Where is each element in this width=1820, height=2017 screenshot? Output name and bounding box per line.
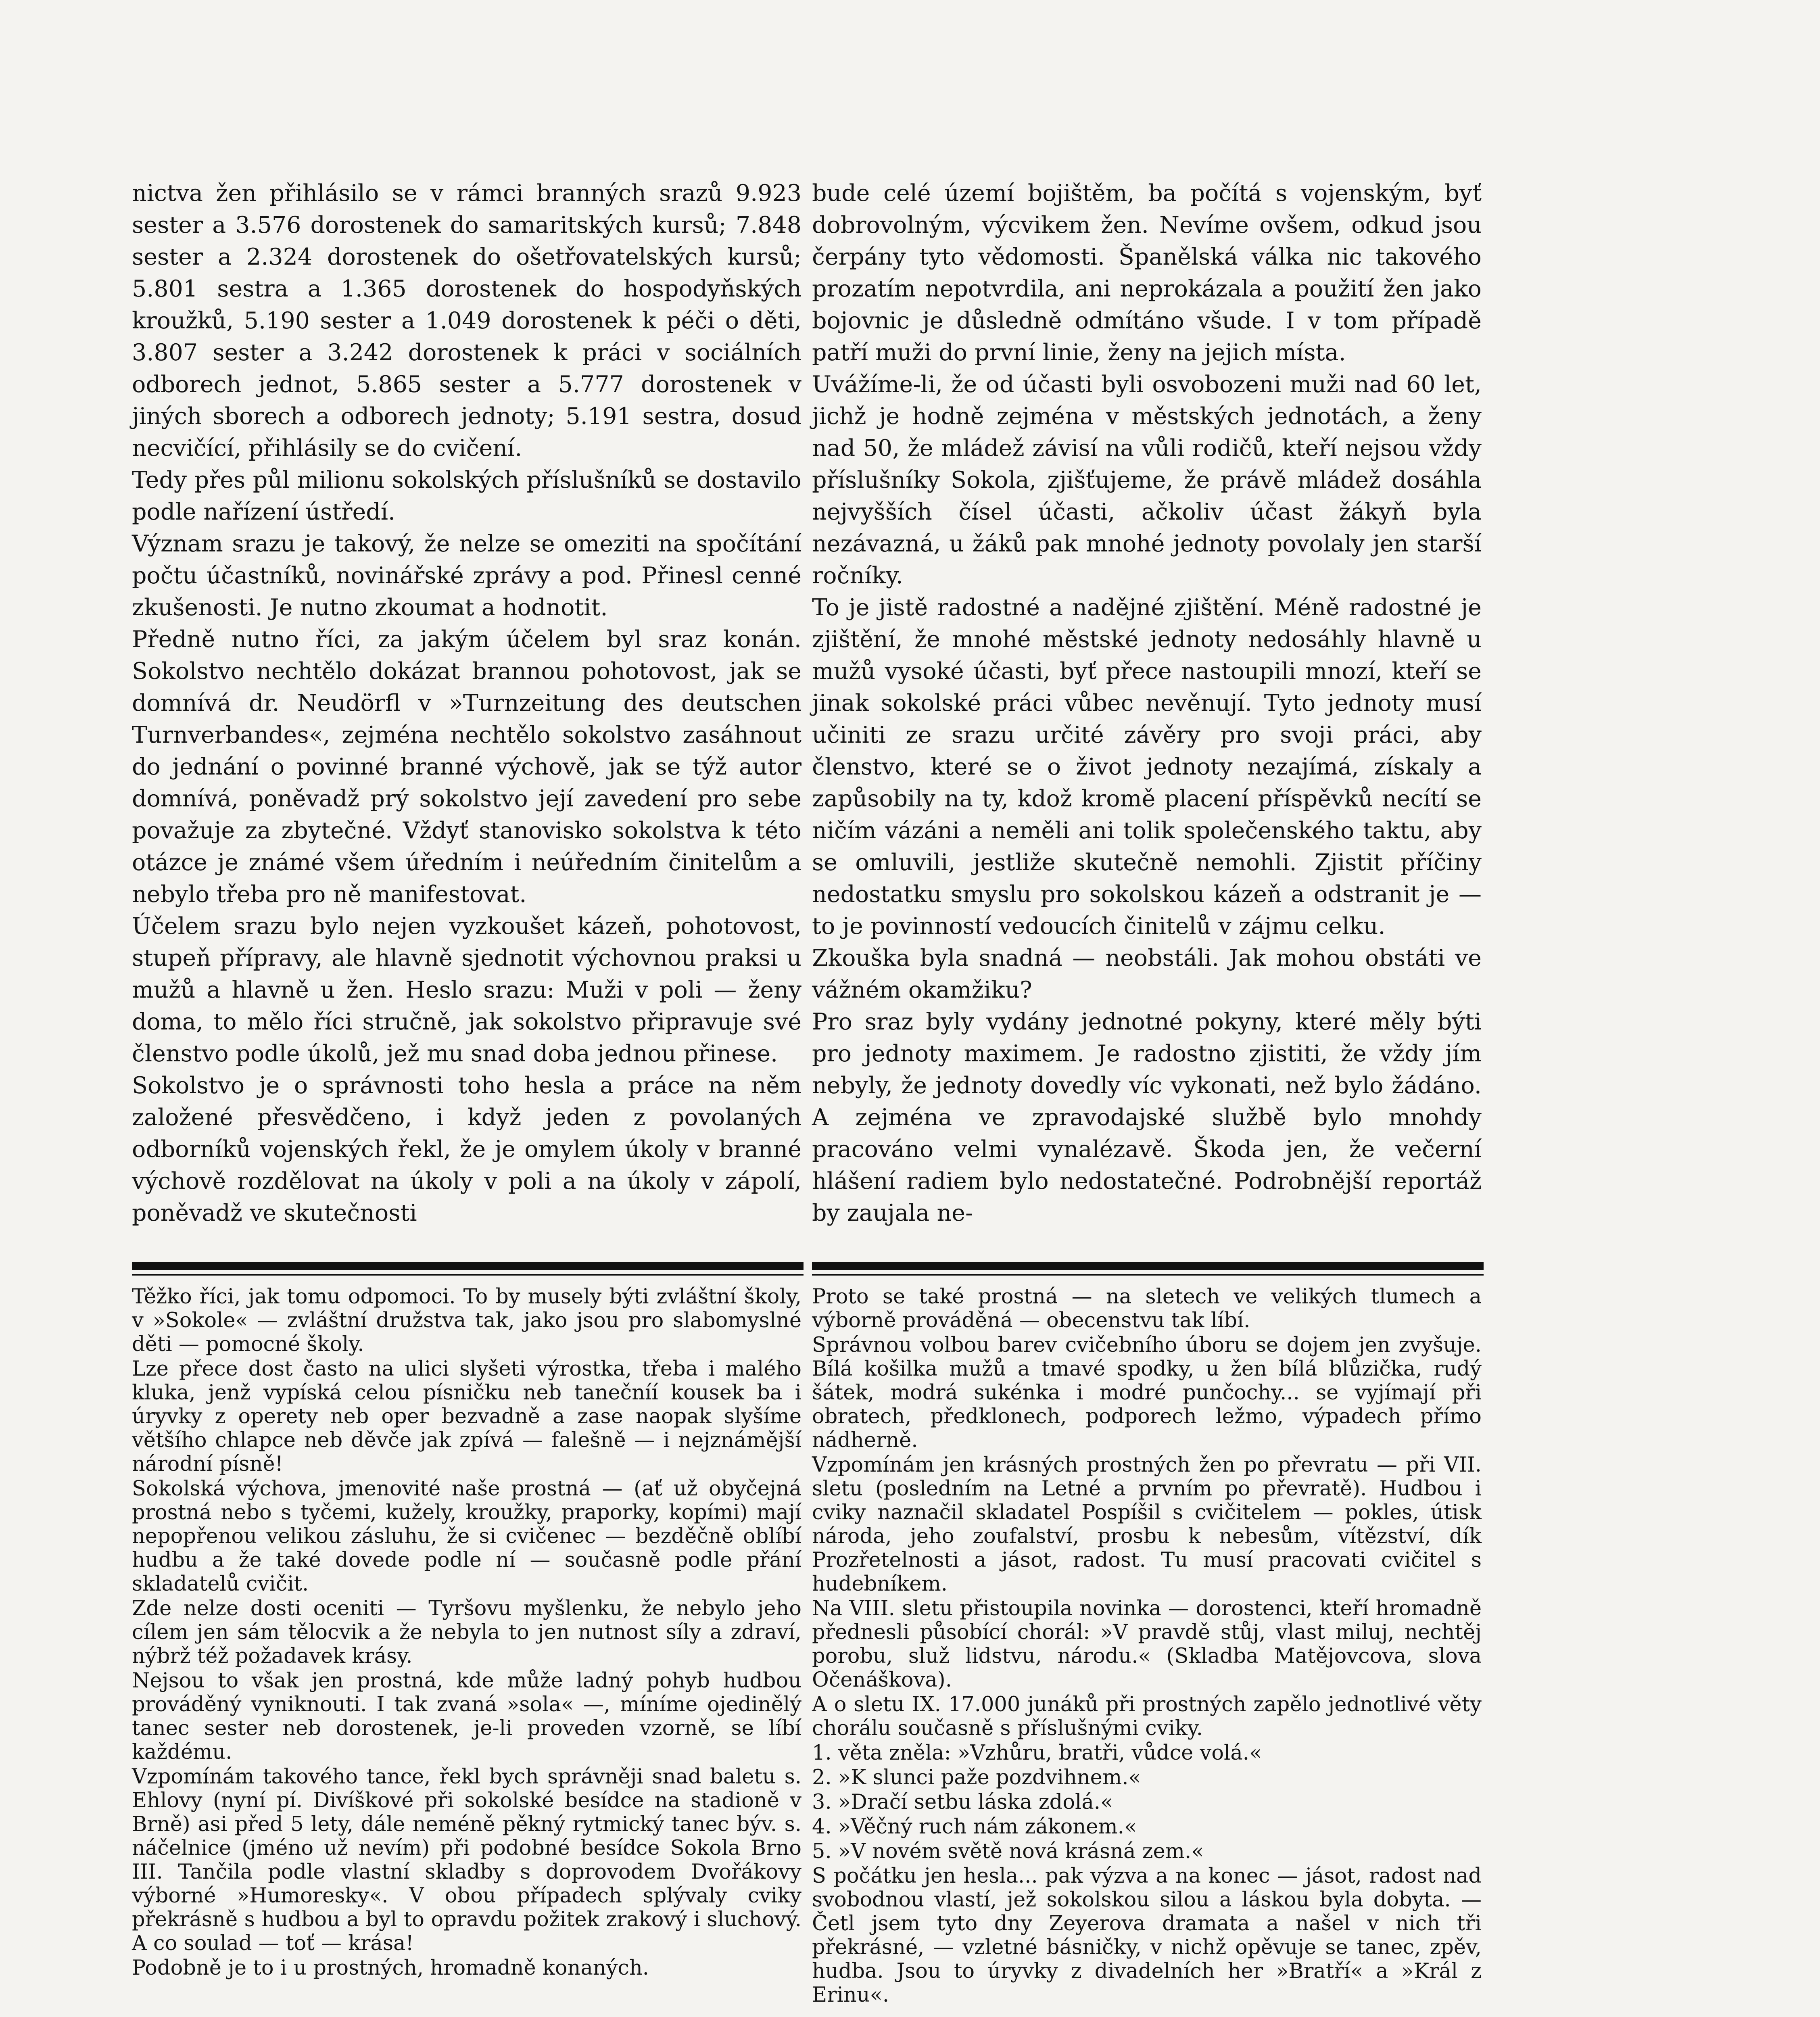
main-text-left-column [132,177,801,1234]
paragraph: Předně nutno říci, za jakým účelem byl sraz konán. Sokolstvo nechtělo dokázat brannou pohotovost, jak se domnívá dr. Neudörfl v »Turnzeitung des deutschen Turnverbandes«, zejména nechtělo sokolstvo zasáhnout do jednání o povinné branné výchově, jak se týž autor domnívá, poněvadž prý sokolstvo její zavedení pro sebe považuje za zbytečné. Vždyť stanovisko sokolstva k této otázce je známé všem úředním i neúředním činitelům a nebylo třeba pro ně manifestovat. [132,626,801,908]
paragraph: Nejsou to však jen prostná, kde může ladný pohyb hudbou prováděný vyniknouti. I tak zvaná »sola« —, míníme ojedinělý tanec sester neb dorostenek, je-li proveden vzorně, se líbí každému. [132,1669,801,1764]
paragraph: Proto se také prostná — na sletech ve velikých tlumech a výborně prováděná — obecenstvu tak líbí. [812,1285,1482,1332]
paragraph: nictva žen přihlásilo se v rámci branných srazů 9.923 sester a 3.576 dorostenek do samaritských kursů; 7.848 sester a 2.324 dorostenek do ošetřovatelských kursů; 5.801 sestra a 1.365 dorostenek do hospodyňských kroužků, 5.190 sester a 1.049 dorostenek k péči o děti, 3.807 sester a 3.242 dorostenek k práci v sociálních odborech jednot, 5.865 sester a 5.777 dorostenek v jiných sborech a odborech jednoty; 5.191 sestra, dosud necvičící, přihlásily se do cvičení. [132,180,801,461]
paragraph: Na VIII. sletu přistoupila novinka — dorostenci, kteří hromadně přednesli působící chorál: »V pravdě stůj, vlast miluj, nechtěj porobu, služ lidstvu, národu.« (Skladba Matějovcova, slova Očenáškova). [812,1597,1482,1692]
paragraph: S počátku jen hesla... pak výzva a na konec — jásot, radost nad svobodnou vlastí, jež sokolskou silou a láskou byla dobyta. — Četl jsem tyto dny Zeyerova dramata a našel v nich tři překrásné, — vzletné básničky, v nichž opěvuje se tanec, zpěv, hudba. Jsou to úryvky z divadelních her »Bratří« a »Král z Erinu«. [812,1864,1482,2007]
list-item: 2. »K slunci paže pozdvihnem.« [812,1766,1141,1789]
paragraph: Pro sraz byly vydány jednotné pokyny, které měly býti pro jednoty maximem. Je radostno zjistiti, že vždy jím nebyly, že jednoty dovedly víc vykonati, než bylo žádáno. A zejména ve zpravodajské službě bylo mnohdy pracováno velmi vynalézavě. Škoda jen, že večerní hlášení radiem bylo nedostatečné. Podrobnější reportáž by zaujala ne- [812,1008,1482,1226]
paragraph: To je jistě radostné a nadějné zjištění. Méně radostné je zjištění, že mnohé městské jednoty nedosáhly hlavně u mužů vysoké účasti, byť přece nastoupili mnozí, kteří se jinak sokolské práci vůbec nevěnují. Tyto jednoty musí učiniti ze srazu určité závěry pro svoji práci, aby členstvo, které se o život jednoty nezajímá, získaly a zapůsobily na ty, kdož kromě placení příspěvků necítí se ničím vázáni a neměli ani tolik společenského taktu, aby se omluvili, jestliže skutečně nemohli. Zjistit příčiny nedostatku smyslu pro sokolskou kázeň a odstranit je — to je povinností vedoucích činitelů v zájmu celku. [812,594,1482,940]
paragraph: Účelem srazu bylo nejen vyzkoušet kázeň, pohotovost, stupeň přípravy, ale hlavně sjednotit výchovnou praksi u mužů a hlavně u žen. Heslo srazu: Muži v poli — ženy doma, to mělo říci stručně, jak sokolstvo připravuje své členstvo podle úkolů, jež mu snad doba jednou přinese. [132,913,801,1067]
paragraph: Sokolstvo je o správnosti toho hesla a práce na něm založené přesvědčeno, i když jeden z povolaných odborníků vojenských řekl, že je omylem úkoly v branné výchově rozdělovat na úkoly v poli a na úkoly v zápolí, poněvadž ve skutečnosti [132,1072,801,1226]
list-item: 5. »V novém světě nová krásná zem.« [812,1840,1204,1863]
section-divider-right [812,1262,1484,1270]
paragraph: Zde nelze dosti oceniti — Tyršovu myšlenku, že nebylo jeho cílem jen sám tělocvik a že nebyla to jen nutnost síly a zdraví, nýbrž též požadavek krásy. [132,1597,801,1668]
main-text-right-column [812,177,1482,1234]
paragraph: Vzpomínám jen krásných prostných žen po převratu — při VII. sletu (posledním na Letné a prvním po převratě). Hudbou i cviky naznačil skladatel Pospíšil s cvičitelem — pokles, útisk národa, jeho zoufalství, prosbu k nebesům, vítězství, dík Prozřetelnosti a jásot, radost. Tu musí pracovati cvičitel s hudebníkem. [812,1453,1482,1596]
paragraph: Tedy přes půl milionu sokolských příslušníků se dostavilo podle nařízení ústředí. [132,467,801,525]
paragraph: Lze přece dost často na ulici slyšeti výrostka, třeba i malého kluka, jenž vypíská celou písničku neb tanečníí kousek ba i úryvky z operety neb oper bezvadně a zase naopak slyšíme většího chlapce neb děvče jak zpívá — falešně — i nejznámější národní písně! [132,1357,801,1476]
paragraph: bude celé území bojištěm, ba počítá s vojenským, byť dobrovolným, výcvikem žen. Nevíme ovšem, odkud jsou čerpány tyto vědomosti. Španělská válka nic takového prozatím nepotvrdila, ani neprokázala a použití žen jako bojovnic je důsledně odmítáno všude. I v tom případě patří muži do první linie, ženy na jejich místa. [812,180,1482,366]
list-item: 1. věta zněla: »Vzhůru, bratři, vůdce volá.« [812,1741,1262,1765]
note-text-right-column [812,1285,1482,2007]
paragraph: Vzpomínám takového tance, řekl bych správněji snad baletu s. Ehlovy (nyní pí. Divíškové při sokolské besídce na stadioně v Brně) asi před 5 lety, dále neméně pěkný rytmický tanec býv. s. náčelnice (jméno už nevím) při podobné besídce Sokola Brno III. Tančila podle vlastní skladby s doprovodem Dvořákovy výborné »Humoresky«. V obou případech splývaly cviky překrásně s hudbou a byl to opravdu požitek zrakový i sluchový. A co soulad — toť — krása! [132,1765,801,1955]
paragraph: Správnou volbou barev cvičebního úboru se dojem jen zvyšuje. Bílá košilka mužů a tmavé spodky, u žen bílá blůzička, rudý šátek, modrá sukénka i modré punčochy... se vyjímají při obratech, předklonech, podporech ležmo, výpadech přímo nádherně. [812,1333,1482,1452]
section-divider-left [132,1262,804,1270]
paragraph: Zkouška byla snadná — neobstáli. Jak mohou obstáti ve vážném okamžiku? [812,945,1482,1003]
paragraph: Význam srazu je takový, že nelze se omeziti na spočítání počtu účastníků, novinářské zprávy a pod. Přinesl cenné zkušenosti. Je nutno zkoumat a hodnotit. [132,530,801,621]
note-text-left-column [132,1285,801,1980]
paragraph: Sokolská výchova, jmenovité naše prostná — (ať už obyčejná prostná nebo s tyčemi, kužely, kroužky, praporky, kopími) mají nepopřenou velikou zásluhu, že si cvičenec — bezděčně oblíbí hudbu a že také dovede podle ní — současně podle přání skladatelů cvičit. [132,1477,801,1596]
paragraph: Podobně je to i u prostných, hromadně konaných. [132,1956,649,1980]
paragraph: Uvážíme-li, že od účasti byli osvobozeni muži nad 60 let, jichž je hodně zejména v městských jednotách, a ženy nad 50, že mládež závisí na vůli rodičů, kteří nejsou vždy příslušníky Sokola, zjišťujeme, že právě mládež dosáhla nejvyšších čísel účasti, ačkoliv účast žákyň byla nezávazná, u žáků pak mnohé jednoty povolaly jen starší ročníky. [812,371,1482,589]
list-item: 3. »Dračí setbu láska zdolá.« [812,1790,1113,1814]
paragraph: A o sletu IX. 17.000 junáků při prostných zapělo jednotlivé věty chorálu současně s příslušnými cviky. [812,1693,1482,1740]
paragraph: Těžko říci, jak tomu odpomoci. To by musely býti zvláštní školy, v »Sokole« — zvláštní družstva tak, jako jsou pro slabomyslné děti — pomocné školy. [132,1285,801,1356]
list-item: 4. »Věčný ruch nám zákonem.« [812,1815,1137,1839]
